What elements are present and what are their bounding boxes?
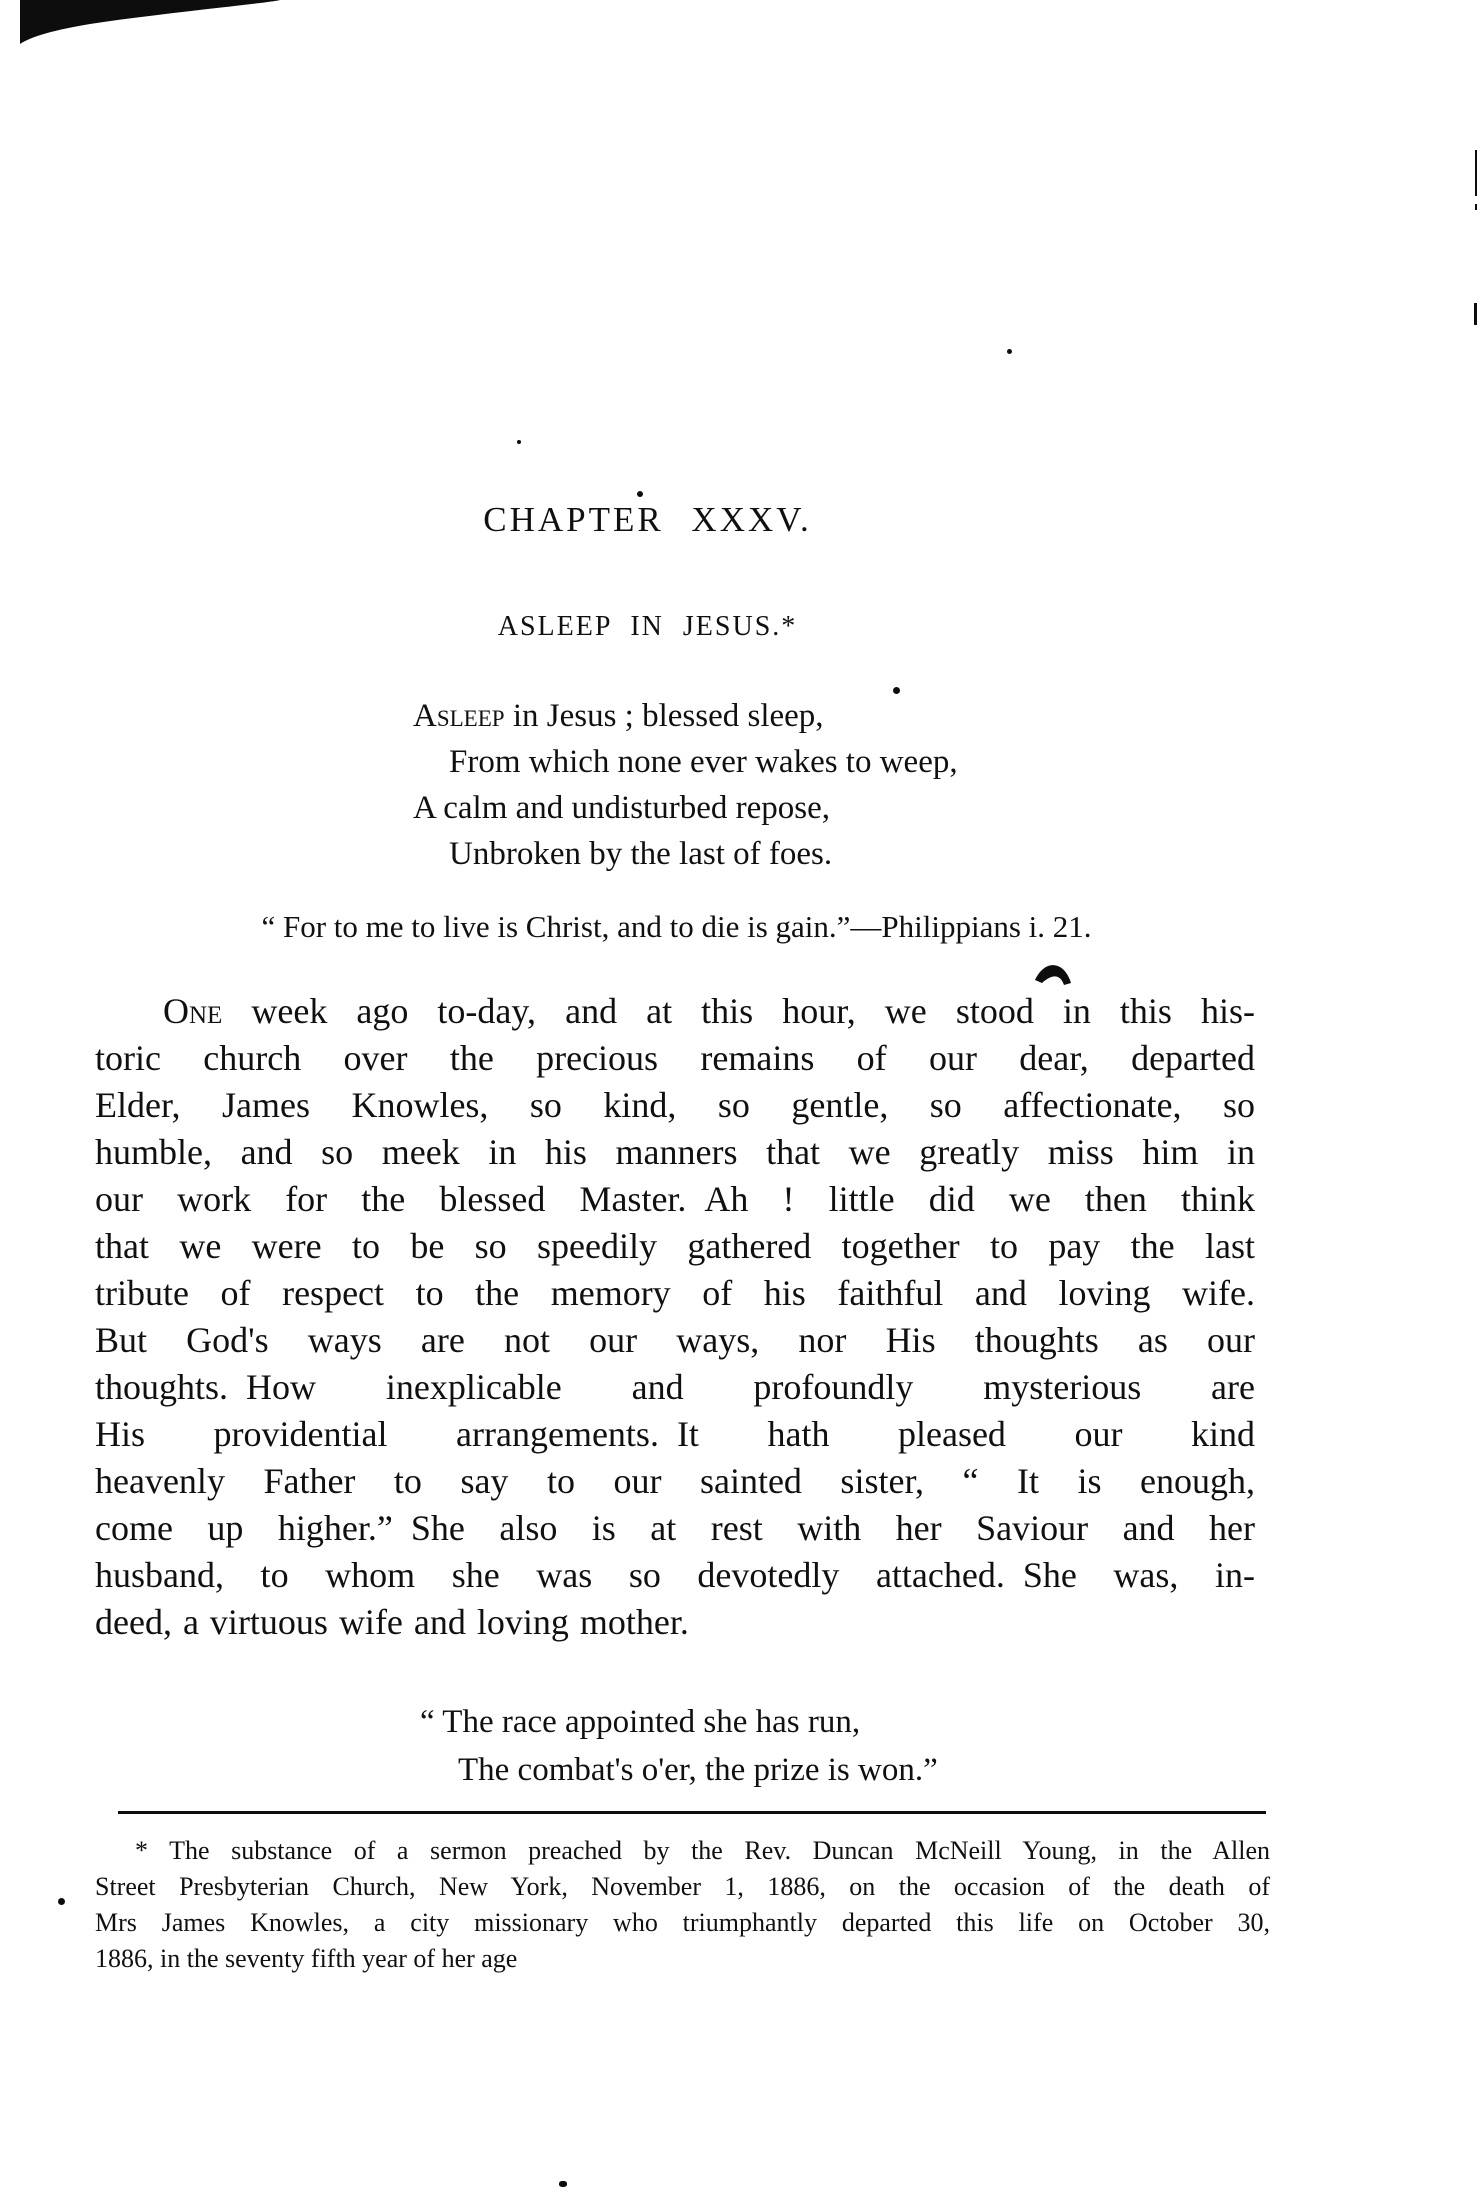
hymn-line-text: in Jesus ; blessed sleep,	[504, 698, 824, 734]
paragraph-line: our work for the blessed Master. Ah ! little did we then think	[95, 1179, 1255, 1219]
paragraph-line: husband, to whom she was so devotedly attached. She was, in-	[95, 1555, 1255, 1595]
paragraph-line: But God's ways are not our ways, nor His thoughts as our	[95, 1320, 1255, 1360]
scan-speck	[637, 491, 643, 497]
hymn-line: Unbroken by the last of foes.	[449, 836, 833, 872]
paragraph-line: His providential arrangements. It hath pleased our kind	[95, 1414, 1255, 1454]
section-heading: ASLEEP IN JESUS.*	[497, 611, 798, 642]
scan-edge-mark	[1474, 303, 1477, 325]
paragraph-line: deed, a virtuous wife and loving mother.	[95, 1602, 689, 1642]
paragraph-line-text: week ago to-day, and at this hour, we stood in this his-	[222, 991, 1255, 1031]
hymn-line-smallcaps: Asleep	[413, 698, 505, 734]
hymn-line: A calm and undisturbed repose,	[413, 790, 830, 826]
hymn-line	[413, 693, 958, 739]
footnote	[95, 1833, 1270, 1977]
scan-corner-artifact	[0, 0, 300, 50]
scan-speck	[58, 1898, 65, 1905]
footnote-line: Mrs James Knowles, a city missionary who triumphantly departed this life on October 30,	[95, 1908, 1270, 1937]
paragraph-line: come up higher.” She also is at rest with her Saviour and her	[95, 1508, 1255, 1548]
paragraph-line: tribute of respect to the memory of his faithful and loving wife.	[95, 1273, 1255, 1313]
paragraph-line: humble, and so meek in his manners that we greatly miss him in	[95, 1132, 1255, 1172]
scan-edge-mark	[1475, 204, 1477, 210]
paragraph-line: heavenly Father to say to our sainted sister, “ It is enough,	[95, 1461, 1255, 1501]
scripture-quote: “ For to me to live is Christ, and to die is gain.”—Philippians i. 21.	[261, 909, 1092, 944]
verse-line: “ The race appointed she has run,	[420, 1704, 861, 1740]
paragraph-smallcaps: One	[163, 991, 223, 1031]
paragraph-line	[95, 988, 1255, 1035]
ink-squiggle-artifact	[1033, 962, 1075, 990]
verse-line: The combat's o'er, the prize is won.”	[458, 1752, 938, 1788]
hymn-line: From which none ever wakes to weep,	[449, 744, 958, 780]
footnote-line: 1886, in the seventy fifth year of her age	[95, 1944, 518, 1973]
paragraph-line: toric church over the precious remains of our dear, departed	[95, 1038, 1255, 1078]
footnote-rule	[118, 1811, 1266, 1814]
chapter-heading: CHAPTER XXXV.	[483, 500, 812, 539]
paragraph-line: Elder, James Knowles, so kind, so gentle, so affectionate, so	[95, 1085, 1255, 1125]
scan-speck	[559, 2181, 567, 2187]
paragraph-line: thoughts. How inexplicable and profoundly mysterious are	[95, 1367, 1255, 1407]
sermon-paragraph	[95, 988, 1255, 1646]
scan-speck	[517, 440, 521, 444]
footnote-line: * The substance of a sermon preached by the Rev. Duncan McNeill Young, in the Allen	[135, 1836, 1270, 1865]
footnote-line: Street Presbyterian Church, New York, November 1, 1886, on the occasion of the death of	[95, 1872, 1270, 1901]
scan-edge-mark	[1475, 150, 1477, 196]
paragraph-line: that we were to be so speedily gathered together to pay the last	[95, 1226, 1255, 1266]
closing-verse	[420, 1698, 938, 1794]
scan-speck	[1007, 349, 1012, 354]
hymn-epigraph	[413, 693, 958, 877]
